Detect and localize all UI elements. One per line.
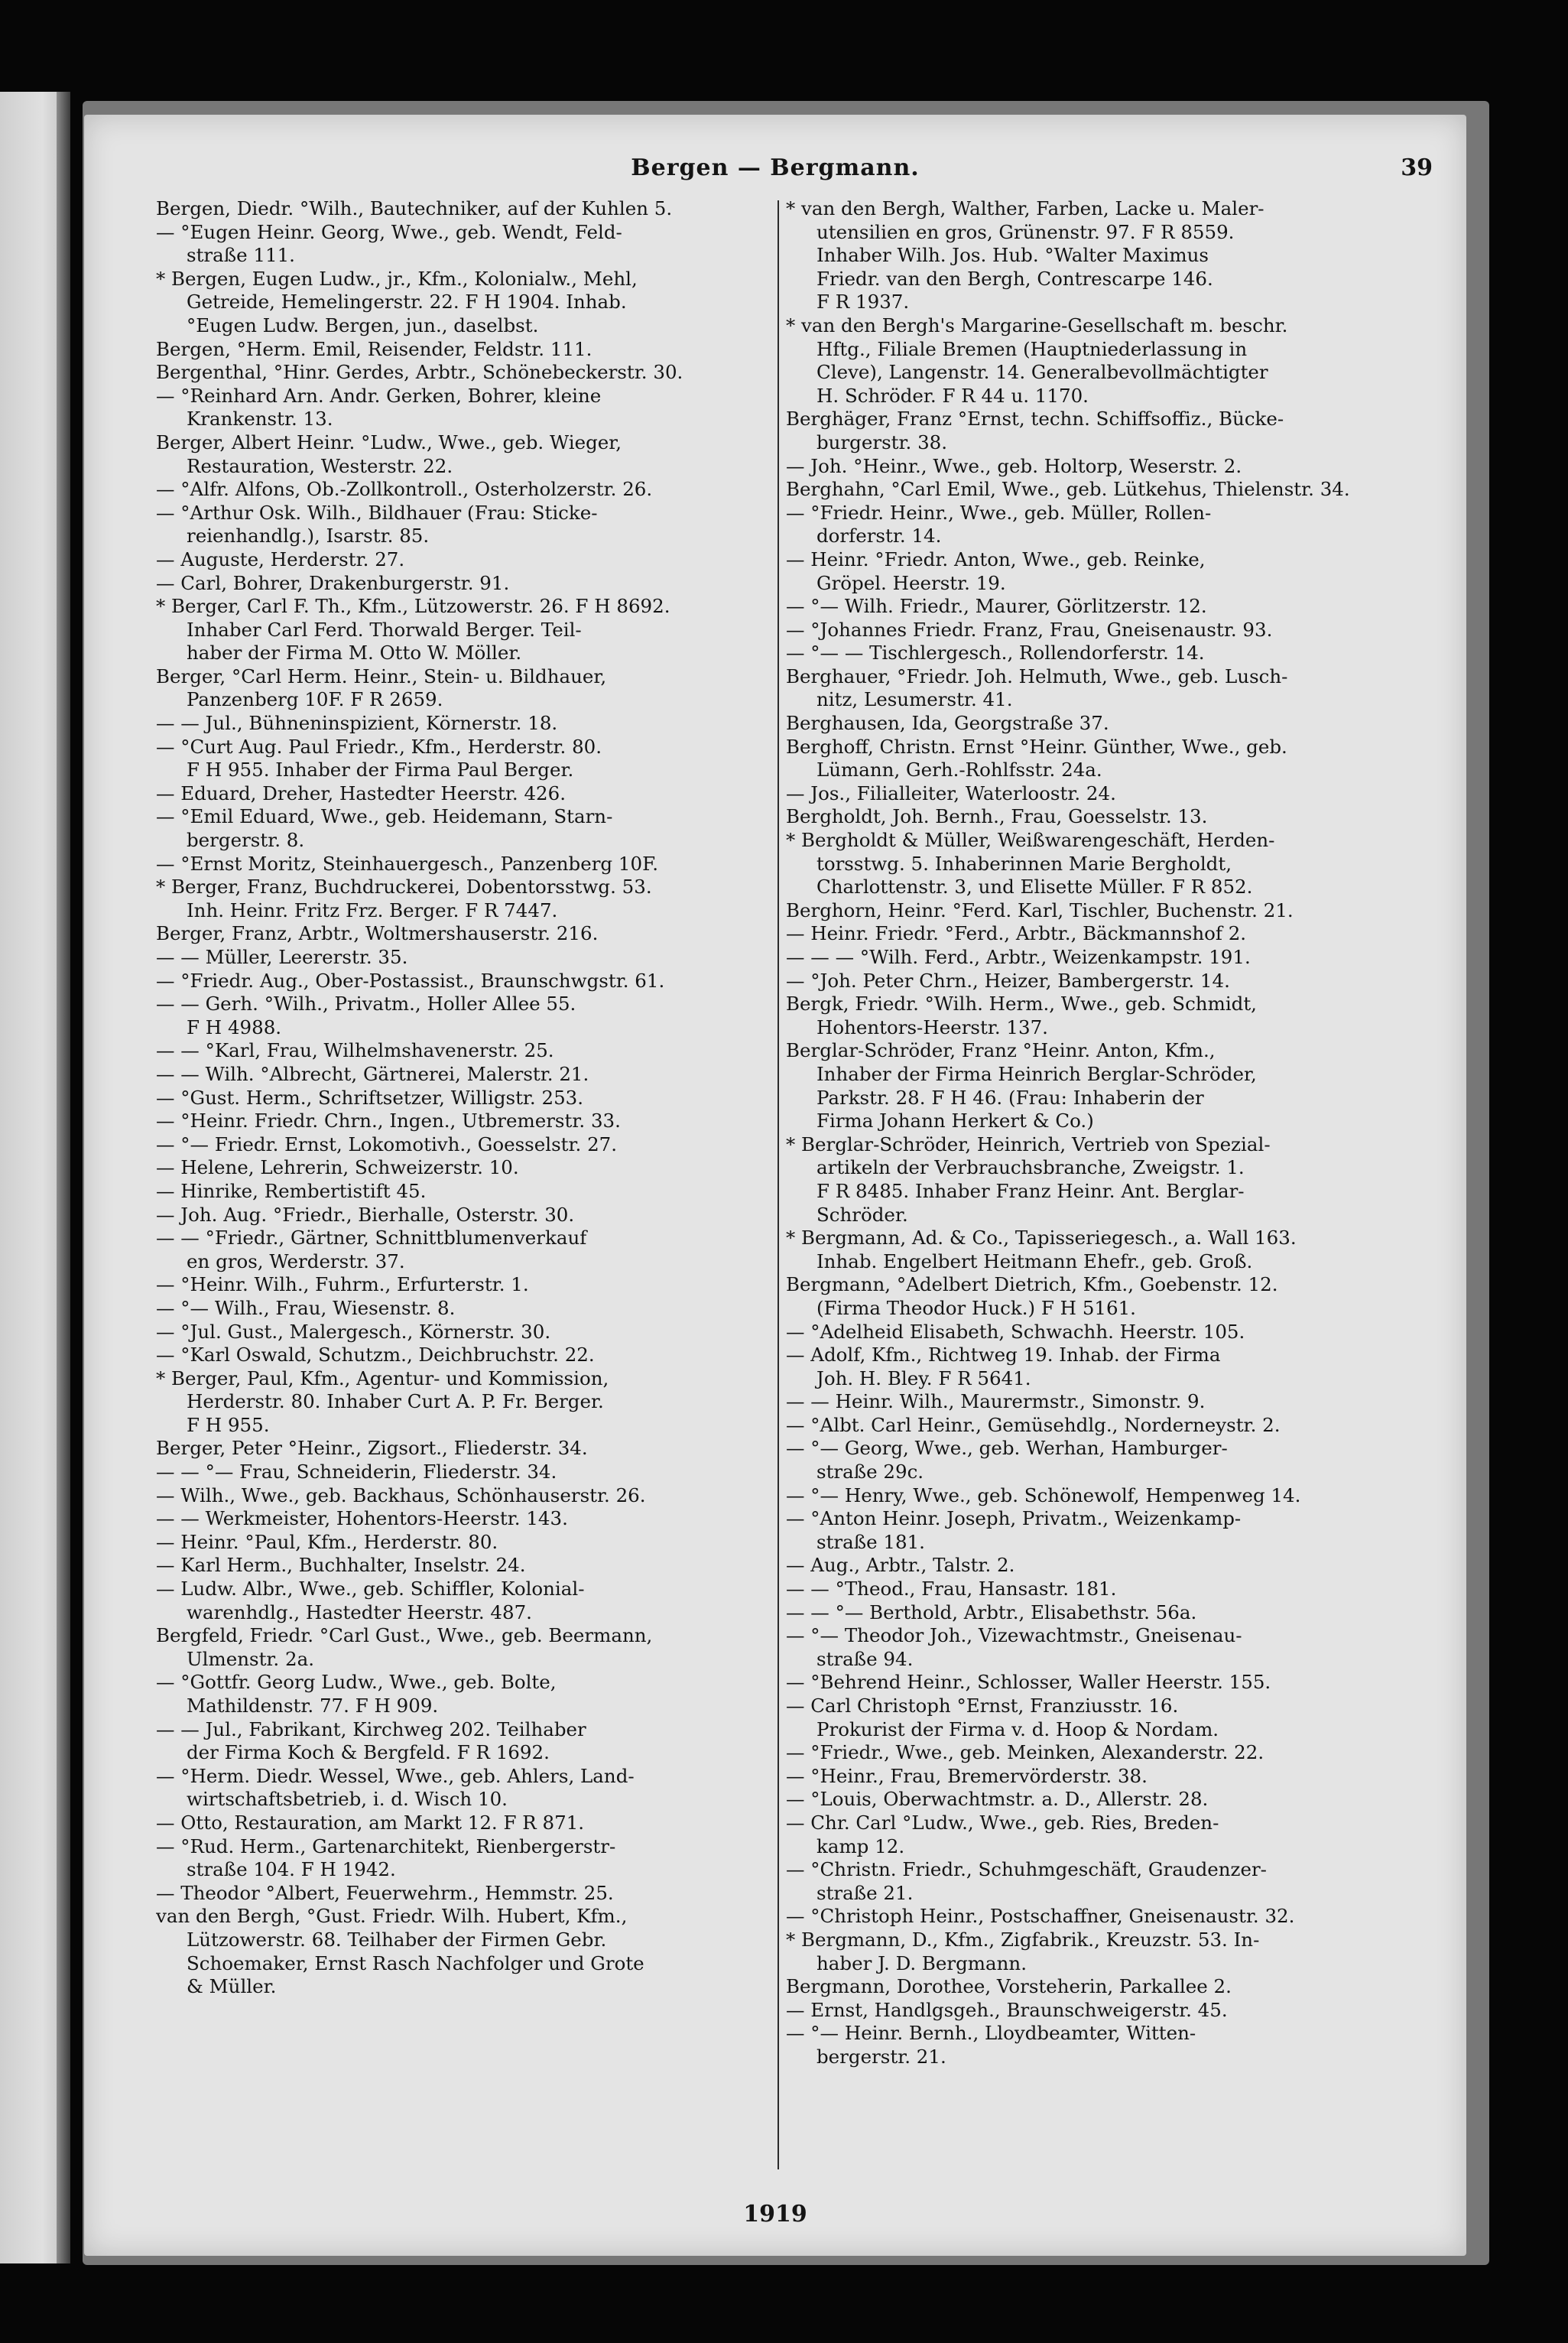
directory-entry: [156, 1297, 771, 1321]
directory-entry: [786, 805, 1401, 829]
directory-entry: [786, 1858, 1401, 1905]
entry-continuation-line: utensilien en gros, Grünenstr. 97. F R 8559.: [816, 220, 1235, 243]
entry-continuation-line: Inhaber Wilh. Jos. Hub. °Walter Maximus: [816, 244, 1209, 267]
directory-entry: [156, 1905, 771, 1998]
entry-continuation-line: wirtschaftsbetrieb, i. d. Wisch 10.: [187, 1788, 508, 1811]
entry-line: — Carl, Bohrer, Drakenburgerstr. 91.: [156, 571, 510, 594]
entry-continuation-line: straße 104. F H 1942.: [187, 1858, 396, 1881]
directory-entry: [156, 197, 771, 221]
directory-entry: [156, 1835, 771, 1882]
directory-entry: [786, 1624, 1401, 1671]
entry-line: — °Heinr., Frau, Bremervörderstr. 38.: [786, 1764, 1148, 1787]
entry-line: — Ernst, Handlgsgeh., Braunschweigerstr. 45.: [786, 1998, 1228, 2021]
directory-entry: [156, 993, 771, 1039]
directory-entry: [786, 899, 1401, 923]
entry-continuation-line: Ulmenstr. 2a.: [187, 1647, 314, 1670]
entry-continuation-line: Herderstr. 80. Inhaber Curt A. P. Fr. Berger.: [187, 1390, 604, 1413]
entry-continuation-line: burgerstr. 38.: [816, 431, 948, 453]
entry-line: * Bergmann, D., Kfm., Zigfabrik., Kreuzstr. 53. In-: [786, 1928, 1260, 1951]
directory-entry: [786, 1999, 1401, 2023]
entry-line: van den Bergh, °Gust. Friedr. Wilh. Hubert, Kfm.,: [156, 1905, 628, 1928]
directory-entry: [786, 197, 1401, 314]
entry-line: * Berglar-Schröder, Heinrich, Vertrieb von Spezial-: [786, 1133, 1271, 1155]
directory-entry: [786, 408, 1401, 454]
entry-line: — °Alfr. Alfons, Ob.-Zollkontroll., Osterholzerstr. 26.: [156, 478, 653, 501]
entry-line: — °Eugen Heinr. Georg, Wwe., geb. Wendt, Feld-: [156, 220, 622, 243]
entry-line: — °Adelheid Elisabeth, Schwachh. Heerstr. 105.: [786, 1320, 1245, 1343]
directory-entry: [786, 1437, 1401, 1483]
entry-line: — Heinr. Friedr. °Ferd., Arbtr., Bäckmannshof 2.: [786, 922, 1247, 945]
entry-continuation-line: Cleve), Langenstr. 14. Generalbevollmächtigter: [816, 361, 1268, 384]
entry-line: — °Ernst Moritz, Steinhauergesch., Panzenberg 10F.: [156, 852, 659, 875]
entry-continuation-line: straße 21.: [816, 1881, 914, 1904]
entry-line: — °Christoph Heinr., Postschaffner, Gneisenaustr. 32.: [786, 1905, 1295, 1928]
entry-line: — °Rud. Herm., Gartenarchitekt, Rienbergerstr-: [156, 1834, 616, 1857]
directory-entry: [156, 1484, 771, 1508]
entry-line: — °Anton Heinr. Joseph, Privatm., Weizenkamp-: [786, 1507, 1242, 1530]
directory-entry: [156, 572, 771, 596]
entry-continuation-line: en gros, Werderstr. 37.: [187, 1249, 405, 1272]
entry-line: — °— Wilh., Frau, Wiesenstr. 8.: [156, 1296, 456, 1319]
entry-line: — Adolf, Kfm., Richtweg 19. Inhab. der Firma: [786, 1344, 1221, 1366]
directory-entry: [786, 1554, 1401, 1578]
entry-continuation-line: nitz, Lesumerstr. 41.: [816, 688, 1013, 711]
entry-continuation-line: F H 955. Inhaber der Firma Paul Berger.: [187, 759, 574, 782]
directory-entry: [156, 1110, 771, 1133]
entry-continuation-line: reienhandlg.), Isarstr. 85.: [187, 525, 430, 548]
directory-entry: [786, 1601, 1401, 1625]
directory-entry: [786, 1975, 1401, 1999]
entry-line: Bergholdt, Joh. Bernh., Frau, Goesselstr. 13.: [786, 805, 1208, 828]
entry-line: — °Friedr. Heinr., Wwe., geb. Müller, Rollen-: [786, 501, 1212, 524]
entry-line: — — Gerh. °Wilh., Privatm., Holler Allee 55.: [156, 993, 576, 1016]
directory-page: [84, 115, 1466, 2256]
entry-line: — — Müller, Leererstr. 35.: [156, 946, 408, 968]
entry-continuation-line: Hohentors-Heerstr. 137.: [816, 1016, 1048, 1038]
edition-year: 1919: [743, 2201, 807, 2228]
entry-continuation-line: Inhaber der Firma Heinrich Berglar-Schröder,: [816, 1062, 1257, 1085]
entry-line: — °— Wilh. Friedr., Maurer, Görlitzerstr. 12.: [786, 595, 1207, 618]
entry-line: — °Johannes Friedr. Franz, Frau, Gneisenaustr. 93.: [786, 618, 1273, 641]
directory-entry: [156, 922, 771, 946]
directory-entry: [786, 712, 1401, 736]
entry-line: — Joh. Aug. °Friedr., Bierhalle, Osterstr. 30.: [156, 1203, 575, 1226]
entry-line: Bergenthal, °Hinr. Gerdes, Arbtr., Schönebeckerstr. 30.: [156, 361, 683, 384]
entry-line: * van den Bergh's Margarine-Gesellschaft m. beschr.: [786, 314, 1288, 336]
entry-line: — — — °Wilh. Ferd., Arbtr., Weizenkampstr. 191.: [786, 946, 1251, 968]
entry-line: — Ludw. Albr., Wwe., geb. Schiffler, Kolonial-: [156, 1578, 585, 1600]
directory-entry: [156, 1882, 771, 1906]
directory-entry: [786, 1507, 1401, 1554]
entry-line: — — °Friedr., Gärtner, Schnittblumenverkauf: [156, 1227, 587, 1249]
entry-line: Berghoff, Christn. Ernst °Heinr. Günther, Wwe., geb.: [786, 735, 1287, 758]
directory-entry: [156, 1204, 771, 1227]
entry-line: * Bergholdt & Müller, Weißwarengeschäft, Herden-: [786, 829, 1275, 852]
directory-entry: [786, 1039, 1401, 1133]
entry-line: — °Friedr. Aug., Ober-Postassist., Braunschwgstr. 61.: [156, 969, 665, 992]
entry-line: — Jos., Filialleiter, Waterloostr. 24.: [786, 782, 1116, 804]
entry-continuation-line: Lützowerstr. 68. Teilhaber der Firmen Gebr.: [187, 1928, 607, 1951]
directory-entry: [156, 268, 771, 338]
entry-line: Bergmann, °Adelbert Dietrich, Kfm., Goebenstr. 12.: [786, 1273, 1278, 1296]
directory-entry: [786, 314, 1401, 408]
directory-entry: [156, 1765, 771, 1812]
directory-entry: [156, 782, 771, 806]
entry-continuation-line: Restauration, Westerstr. 22.: [187, 454, 453, 477]
directory-entry: [156, 1671, 771, 1717]
entry-continuation-line: Mathildenstr. 77. F H 909.: [187, 1695, 439, 1717]
directory-entry: [786, 1695, 1401, 1741]
entry-line: — °Herm. Diedr. Wessel, Wwe., geb. Ahlers, Land-: [156, 1764, 635, 1787]
directory-entry: [156, 1273, 771, 1297]
directory-entry: [786, 1390, 1401, 1414]
entry-line: — — Wilh. °Albrecht, Gärtnerei, Malerstr. 21.: [156, 1062, 589, 1085]
running-header: [84, 154, 1466, 188]
entry-continuation-line: Panzenberg 10F. F R 2659.: [187, 688, 443, 711]
directory-entry: [156, 1227, 771, 1273]
entry-continuation-line: Firma Johann Herkert & Co.): [816, 1110, 1094, 1133]
entry-continuation-line: haber J. D. Bergmann.: [816, 1951, 1027, 1974]
directory-entry: [786, 619, 1401, 642]
entry-continuation-line: Prokurist der Firma v. d. Hoop & Nordam.: [816, 1717, 1219, 1740]
directory-entry: [156, 1063, 771, 1087]
entry-continuation-line: (Firma Theodor Huck.) F H 5161.: [816, 1296, 1136, 1319]
entry-line: — — Jul., Fabrikant, Kirchweg 202. Teilhaber: [156, 1717, 586, 1740]
directory-entry: [786, 1929, 1401, 1975]
entry-continuation-line: Charlottenstr. 3, und Elisette Müller. F R 852.: [816, 876, 1253, 899]
entry-line: — °Joh. Peter Chrn., Heizer, Bambergerstr. 14.: [786, 969, 1230, 992]
entry-continuation-line: Getreide, Hemelingerstr. 22. F H 1904. Inhab.: [187, 291, 627, 314]
directory-entry: [156, 1507, 771, 1531]
entry-line: — °— Henry, Wwe., geb. Schönewolf, Hempenweg 14.: [786, 1483, 1301, 1506]
entry-continuation-line: dorferstr. 14.: [816, 525, 942, 548]
entry-continuation-line: Parkstr. 28. F H 46. (Frau: Inhaberin der: [816, 1086, 1204, 1109]
directory-entry: [786, 1788, 1401, 1812]
entry-line: Berghäger, Franz °Ernst, techn. Schiffsoffiz., Bücke-: [786, 408, 1284, 431]
directory-entry: [786, 1671, 1401, 1695]
entry-line: — °Emil Eduard, Wwe., geb. Heidemann, Starn-: [156, 805, 613, 828]
directory-entry: [156, 431, 771, 478]
directory-entry: [786, 595, 1401, 619]
entry-continuation-line: F R 1937.: [816, 291, 910, 314]
entry-continuation-line: warenhdlg., Hastedter Heerstr. 487.: [187, 1600, 532, 1623]
directory-entry: [156, 1180, 771, 1204]
directory-entry: [156, 1156, 771, 1180]
directory-entry: [156, 1133, 771, 1157]
entry-continuation-line: Inhab. Engelbert Heitmann Ehefr., geb. Groß.: [816, 1249, 1253, 1272]
directory-entry: [786, 1133, 1401, 1227]
entry-line: — Aug., Arbtr., Talstr. 2.: [786, 1554, 1015, 1577]
entry-continuation-line: Schoemaker, Ernst Rasch Nachfolger und Grote: [187, 1951, 644, 1974]
entry-line: * Bergmann, Ad. & Co., Tapisseriegesch., a. Wall 163.: [786, 1227, 1297, 1249]
entry-line: — °Friedr., Wwe., geb. Meinken, Alexanderstr. 22.: [786, 1741, 1264, 1764]
entry-line: Berghausen, Ida, Georgstraße 37.: [786, 712, 1109, 735]
entry-line: — — °Karl, Frau, Wilhelmshavenerstr. 25.: [156, 1039, 554, 1062]
directory-entry: [156, 478, 771, 502]
directory-entry: [786, 782, 1401, 806]
entry-continuation-line: straße 29c.: [816, 1461, 924, 1483]
directory-entry: [156, 338, 771, 362]
directory-entry: [156, 1531, 771, 1555]
directory-entry: [786, 922, 1401, 946]
entry-continuation-line: straße 181.: [816, 1530, 925, 1553]
entry-continuation-line: F H 955.: [187, 1413, 270, 1436]
directory-entry: [156, 221, 771, 268]
entry-continuation-line: Krankenstr. 13.: [187, 408, 333, 431]
entry-line: — °Jul. Gust., Malergesch., Körnerstr. 30.: [156, 1320, 551, 1343]
entry-continuation-line: straße 111.: [187, 244, 295, 267]
directory-entry: [786, 1321, 1401, 1344]
entry-line: * Berger, Carl F. Th., Kfm., Lützowerstr. 26. F H 8692.: [156, 595, 670, 618]
entry-line: — °Reinhard Arn. Andr. Gerken, Bohrer, kleine: [156, 384, 602, 407]
directory-entry: [786, 1741, 1401, 1765]
directory-entry: [156, 1437, 771, 1461]
entry-line: — °— Friedr. Ernst, Lokomotivh., Goesselstr. 27.: [156, 1133, 618, 1155]
entry-line: — Chr. Carl °Ludw., Wwe., geb. Ries, Breden-: [786, 1811, 1219, 1834]
entry-line: — Otto, Restauration, am Markt 12. F R 871.: [156, 1811, 585, 1834]
entry-line: * Berger, Franz, Buchdruckerei, Dobentorsstwg. 53.: [156, 876, 652, 899]
entry-line: * van den Bergh, Walther, Farben, Lacke u. Maler-: [786, 197, 1264, 219]
directory-entry: [156, 1812, 771, 1835]
entry-line: — °Louis, Oberwachtmstr. a. D., Allerstr. 28.: [786, 1788, 1209, 1811]
entry-line: — Hinrike, Rembertistift 45.: [156, 1179, 427, 1202]
column-divider: [778, 200, 779, 2169]
directory-entry: [786, 548, 1401, 595]
entry-line: — — Jul., Bühneninspizient, Körnerstr. 18.: [156, 712, 558, 735]
entry-line: — °Heinr. Wilh., Fuhrm., Erfurterstr. 1.: [156, 1273, 529, 1296]
directory-entry: [156, 1624, 771, 1671]
entry-line: — °Albt. Carl Heinr., Gemüsehdlg., Norderneystr. 2.: [786, 1413, 1281, 1436]
entry-line: Berger, °Carl Herm. Heinr., Stein- u. Bildhauer,: [156, 665, 607, 687]
adjacent-page-edge: [0, 92, 70, 2263]
page-number: 39: [1401, 154, 1433, 181]
entry-line: Berghahn, °Carl Emil, Wwe., geb. Lütkehus, Thielenstr. 34.: [786, 478, 1350, 501]
directory-entry: [786, 455, 1401, 479]
entry-line: — Helene, Lehrerin, Schweizerstr. 10.: [156, 1156, 519, 1179]
directory-entry: [156, 1718, 771, 1765]
entry-line: — — °— Frau, Schneiderin, Fliederstr. 34.: [156, 1461, 557, 1483]
entry-line: — Wilh., Wwe., geb. Backhaus, Schönhauserstr. 26.: [156, 1483, 646, 1506]
directory-entry: [156, 1461, 771, 1484]
directory-entry: [156, 1087, 771, 1110]
entry-continuation-line: °Eugen Ludw. Bergen, jun., daselbst.: [187, 314, 539, 336]
entry-continuation-line: Friedr. van den Bergh, Contrescarpe 146.: [816, 267, 1213, 290]
entry-continuation-line: bergerstr. 8.: [187, 829, 305, 852]
directory-entry: [156, 1578, 771, 1624]
entry-line: * Bergen, Eugen Ludw., jr., Kfm., Kolonialw., Mehl,: [156, 267, 638, 290]
entry-continuation-line: artikeln der Verbrauchsbranche, Zweigstr. 1.: [816, 1156, 1245, 1179]
entry-line: — Joh. °Heinr., Wwe., geb. Holtorp, Weserstr. 2.: [786, 454, 1242, 477]
directory-entry: [156, 548, 771, 572]
entry-continuation-line: kamp 12.: [816, 1834, 905, 1857]
directory-entry: [786, 736, 1401, 782]
entry-line: Berger, Franz, Arbtr., Woltmershauserstr. 216.: [156, 922, 599, 945]
entry-line: — °— Theodor Joh., Vizewachtmstr., Gneisenau-: [786, 1624, 1242, 1647]
entry-line: Bergen, °Herm. Emil, Reisender, Feldstr. 111.: [156, 337, 592, 360]
directory-entry: [156, 361, 771, 385]
directory-entry: [786, 2022, 1401, 2068]
directory-entry: [156, 1321, 771, 1344]
entry-line: — Theodor °Albert, Feuerwehrm., Hemmstr. 25.: [156, 1881, 614, 1904]
entry-line: — °— Heinr. Bernh., Lloydbeamter, Witten-: [786, 2022, 1196, 2045]
entry-line: Bergfeld, Friedr. °Carl Gust., Wwe., geb. Beermann,: [156, 1624, 653, 1647]
entry-line: — — °— Berthold, Arbtr., Elisabethstr. 56a.: [786, 1600, 1197, 1623]
entry-continuation-line: F R 8485. Inhaber Franz Heinr. Ant. Berglar-: [816, 1179, 1245, 1202]
entry-line: — °Gust. Herm., Schriftsetzer, Willigstr. 253.: [156, 1086, 584, 1109]
entry-line: Berger, Albert Heinr. °Ludw., Wwe., geb. Wieger,: [156, 431, 622, 453]
entry-continuation-line: torsstwg. 5. Inhaberinnen Marie Bergholdt,: [816, 852, 1232, 875]
directory-entry: [156, 1554, 771, 1578]
entry-line: — Karl Herm., Buchhalter, Inselstr. 24.: [156, 1554, 526, 1577]
directory-entry: [786, 829, 1401, 899]
directory-entry: [786, 642, 1401, 665]
entry-line: Berghauer, °Friedr. Joh. Helmuth, Wwe., geb. Lusch-: [786, 665, 1288, 687]
directory-entry: [786, 993, 1401, 1039]
entry-continuation-line: der Firma Koch & Bergfeld. F R 1692.: [187, 1741, 550, 1764]
directory-entry: [156, 1367, 771, 1438]
entry-continuation-line: & Müller.: [187, 1975, 277, 1998]
directory-entry: [156, 1039, 771, 1063]
entry-line: — Eduard, Dreher, Hastedter Heerstr. 426.: [156, 782, 566, 804]
entry-continuation-line: Inhaber Carl Ferd. Thorwald Berger. Teil-: [187, 618, 582, 641]
entry-continuation-line: Schröder.: [816, 1203, 908, 1226]
directory-entry: [786, 970, 1401, 993]
directory-entry: [156, 736, 771, 782]
directory-entry: [156, 853, 771, 876]
directory-entry: [156, 665, 771, 712]
entry-line: Bergk, Friedr. °Wilh. Herm., Wwe., geb. Schmidt,: [786, 993, 1257, 1016]
entry-line: — Carl Christoph °Ernst, Franziusstr. 16.: [786, 1695, 1179, 1717]
directory-entry: [786, 1812, 1401, 1858]
entry-continuation-line: F H 4988.: [187, 1016, 282, 1038]
directory-entry: [156, 385, 771, 431]
entry-continuation-line: straße 94.: [816, 1647, 914, 1670]
entry-line: — — Heinr. Wilh., Maurermstr., Simonstr. 9.: [786, 1390, 1206, 1413]
directory-entry: [786, 502, 1401, 548]
entry-line: — Auguste, Herderstr. 27.: [156, 548, 405, 570]
directory-entry: [156, 805, 771, 852]
directory-entry: [786, 1578, 1401, 1601]
directory-entry: [786, 1765, 1401, 1789]
entry-continuation-line: bergerstr. 21.: [816, 2045, 946, 2068]
entry-line: — °— — Tischlergesch., Rollendorferstr. 14.: [786, 642, 1205, 665]
directory-entry: [156, 970, 771, 993]
directory-entry: [156, 876, 771, 922]
directory-entry: [786, 1414, 1401, 1438]
right-column: [786, 197, 1401, 2069]
directory-entry: [786, 665, 1401, 712]
directory-entry: [786, 1484, 1401, 1508]
entry-line: — — °Theod., Frau, Hansastr. 181.: [786, 1578, 1117, 1600]
entry-line: — °Christn. Friedr., Schuhmgeschäft, Graudenzer-: [786, 1858, 1267, 1881]
entry-continuation-line: Hftg., Filiale Bremen (Hauptniederlassung in: [816, 337, 1248, 360]
left-column: [156, 197, 771, 1999]
entry-line: — °Arthur Osk. Wilh., Bildhauer (Frau: Sticke-: [156, 501, 598, 524]
entry-line: Bergen, Diedr. °Wilh., Bautechniker, auf der Kuhlen 5.: [156, 197, 673, 219]
entry-line: — °Gottfr. Georg Ludw., Wwe., geb. Bolte,: [156, 1671, 557, 1694]
entry-continuation-line: Gröpel. Heerstr. 19.: [816, 571, 1006, 594]
entry-line: — °— Georg, Wwe., geb. Werhan, Hamburger-: [786, 1437, 1228, 1460]
entry-continuation-line: Joh. H. Bley. F R 5641.: [816, 1366, 1031, 1389]
directory-entry: [786, 1227, 1401, 1273]
directory-entry: [156, 946, 771, 970]
entry-line: — °Karl Oswald, Schutzm., Deichbruchstr. 22.: [156, 1344, 595, 1366]
directory-entry: [156, 502, 771, 548]
entry-line: — Heinr. °Paul, Kfm., Herderstr. 80.: [156, 1530, 498, 1553]
directory-entry: [786, 946, 1401, 970]
directory-entry: [786, 478, 1401, 502]
entry-line: Berger, Peter °Heinr., Zigsort., Fliederstr. 34.: [156, 1437, 588, 1460]
directory-entry: [156, 712, 771, 736]
entry-line: Berglar-Schröder, Franz °Heinr. Anton, Kfm.,: [786, 1039, 1216, 1062]
entry-line: — °Behrend Heinr., Schlosser, Waller Heerstr. 155.: [786, 1671, 1271, 1694]
directory-entry: [786, 1905, 1401, 1929]
entry-line: — °Curt Aug. Paul Friedr., Kfm., Herderstr. 80.: [156, 735, 602, 758]
entry-line: Bergmann, Dorothee, Vorsteherin, Parkallee 2.: [786, 1975, 1232, 1998]
entry-line: — — Werkmeister, Hohentors-Heerstr. 143.: [156, 1507, 568, 1530]
directory-entry: [786, 1273, 1401, 1320]
entry-continuation-line: Inh. Heinr. Fritz Frz. Berger. F R 7447.: [187, 899, 558, 921]
directory-entry: [786, 1344, 1401, 1390]
entry-line: * Berger, Paul, Kfm., Agentur- und Kommission,: [156, 1366, 609, 1389]
entry-continuation-line: Lümann, Gerh.-Rohlfsstr. 24a.: [816, 759, 1102, 782]
running-title: Bergen — Bergmann.: [631, 154, 920, 181]
directory-entry: [156, 595, 771, 665]
directory-entry: [156, 1344, 771, 1367]
entry-continuation-line: H. Schröder. F R 44 u. 1170.: [816, 384, 1089, 407]
entry-line: — Heinr. °Friedr. Anton, Wwe., geb. Reinke,: [786, 548, 1206, 570]
entry-continuation-line: haber der Firma M. Otto W. Möller.: [187, 642, 522, 665]
entry-line: Berghorn, Heinr. °Ferd. Karl, Tischler, Buchenstr. 21.: [786, 899, 1294, 921]
entry-line: — °Heinr. Friedr. Chrn., Ingen., Utbremerstr. 33.: [156, 1110, 621, 1133]
